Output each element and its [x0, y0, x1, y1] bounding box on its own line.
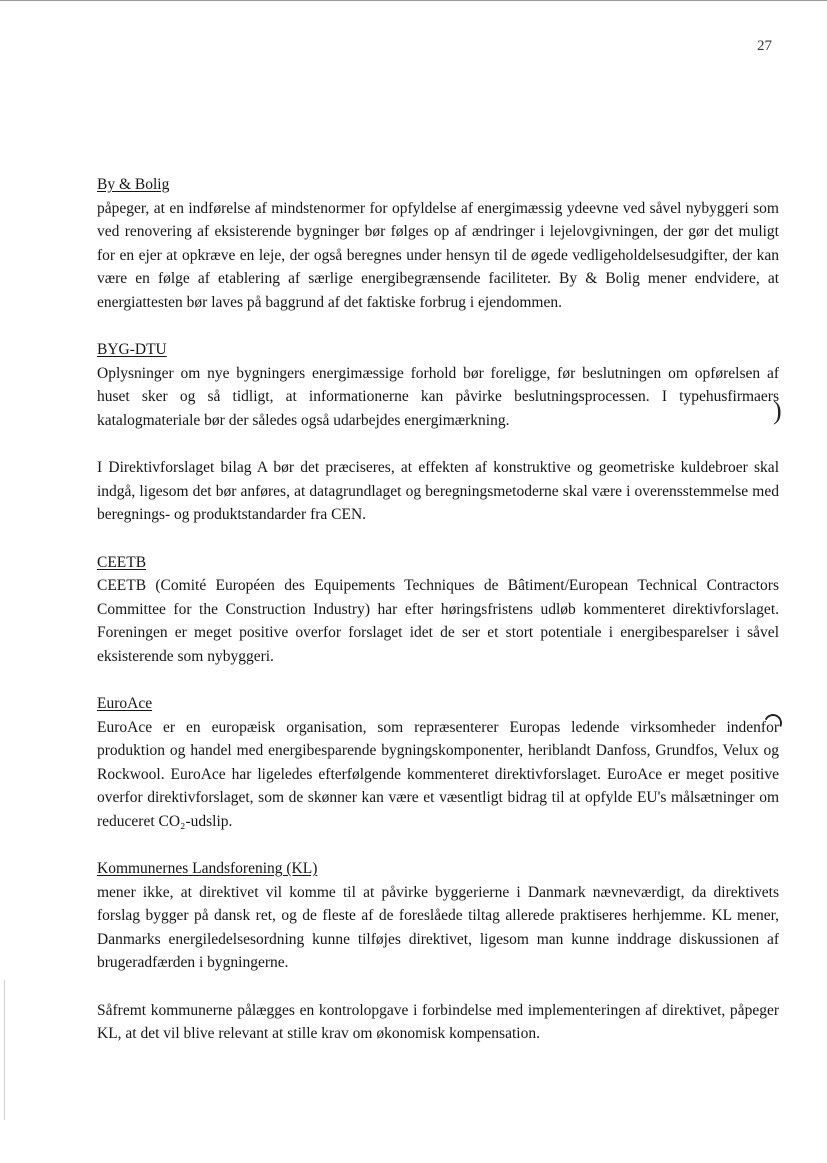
section-heading: CEETB — [97, 553, 147, 571]
section-byg-dtu — [97, 338, 779, 527]
page-number: 27 — [757, 38, 772, 54]
page-top-edge — [0, 0, 827, 1]
section-heading: By & Bolig — [97, 176, 170, 193]
paragraph: EuroAce er en europæisk organisation, som repræsenterer Europas ledende virksomheder indenfor produktion og handel med energibesparende bygningskomponenter, heriblandt Danfoss, Grundfos, Velux og Rockwool. EuroAce har ligeledes efterfølgende kommenteret direktivforslaget. EuroAce er meget positive overfor direktivforslaget, som de skønner kan være et væsentligt bidrag til at opfylde EU's målsætninger om reduceret CO₂-udslip. — [97, 718, 779, 830]
section-heading: EuroAce — [97, 695, 153, 712]
section-by-og-bolig — [97, 173, 779, 314]
section-heading: BYG-DTU — [97, 341, 167, 358]
section-ceetb — [97, 551, 779, 669]
page-left-edge — [4, 980, 5, 1120]
paragraph: CEETB (Comité Européen des Equipements Techniques de Bâtiment/European Technical Contractors Committee for the Construction Industry) har efter høringsfristens udløb kommenteret direktivforslaget. Foreningen er meget positive overfor forslaget idet de ser et stort potentiale i energibesparelser i såvel eksisterende som nybyggeri. — [97, 577, 779, 665]
margin-bracket-mark: ) — [773, 396, 782, 425]
paragraph: I Direktivforslaget bilag A bør det præciseres, at effekten af konstruktive og geometriske kuldebroer skal indgå, ligesom det bør anføres, at datagrundlaget og beregningsmetoderne skal være i overensstemmelse med beregnings- og produktstandarder fra CEN. — [97, 459, 779, 523]
section-heading: Kommunernes Landsforening (KL) — [97, 860, 318, 877]
document-body — [97, 173, 779, 1046]
section-kl — [97, 857, 779, 1046]
paragraph: Såfremt kommunerne pålægges en kontrolopgave i forbindelse med implementeringen af direktivet, påpeger KL, at det vil blive relevant at stille krav om økonomisk kompensation. — [97, 1001, 779, 1042]
paragraph: mener ikke, at direktivet vil komme til at påvirke byggerierne i Danmark nævneværdigt, da direktivets forslag bygger på dansk ret, og de fleste af de foreslåede tiltag allerede praktiseres herhjemme. KL mener, Danmarks energiledelsesordning kunne tilføjes direktivet, ligesom man kunne inddrage diskussionen af brugeradfærden i bygningerne. — [97, 883, 779, 971]
section-euroace — [97, 692, 779, 833]
paragraph: Oplysninger om nye bygningers energimæssige forhold bør foreligge, før beslutningen om opførelsen af huset sker og så tidligt, at informationerne kan påvirke beslutningsprocessen. I typehusfirmaers katalogmateriale bør der således også udarbejdes energimærkning. — [97, 364, 779, 429]
paragraph: påpeger, at en indførelse af mindstenormer for opfyldelse af energimæssig ydeevne ved såvel nybyggeri som ved renovering af eksisterende bygninger bør følges op af ændringer i lejelovgivningen, der gør det muligt for en ejer at opkræve en leje, der også beregnes under hensyn til de øgede vedligeholdelsesudgifter, der kan være en følge af etablering af særlige energibegrænsende faciliteter. By & Bolig mener endvidere, at energiattesten bør laves på baggrund af det faktiske forbrug i ejendommen. — [97, 199, 779, 311]
